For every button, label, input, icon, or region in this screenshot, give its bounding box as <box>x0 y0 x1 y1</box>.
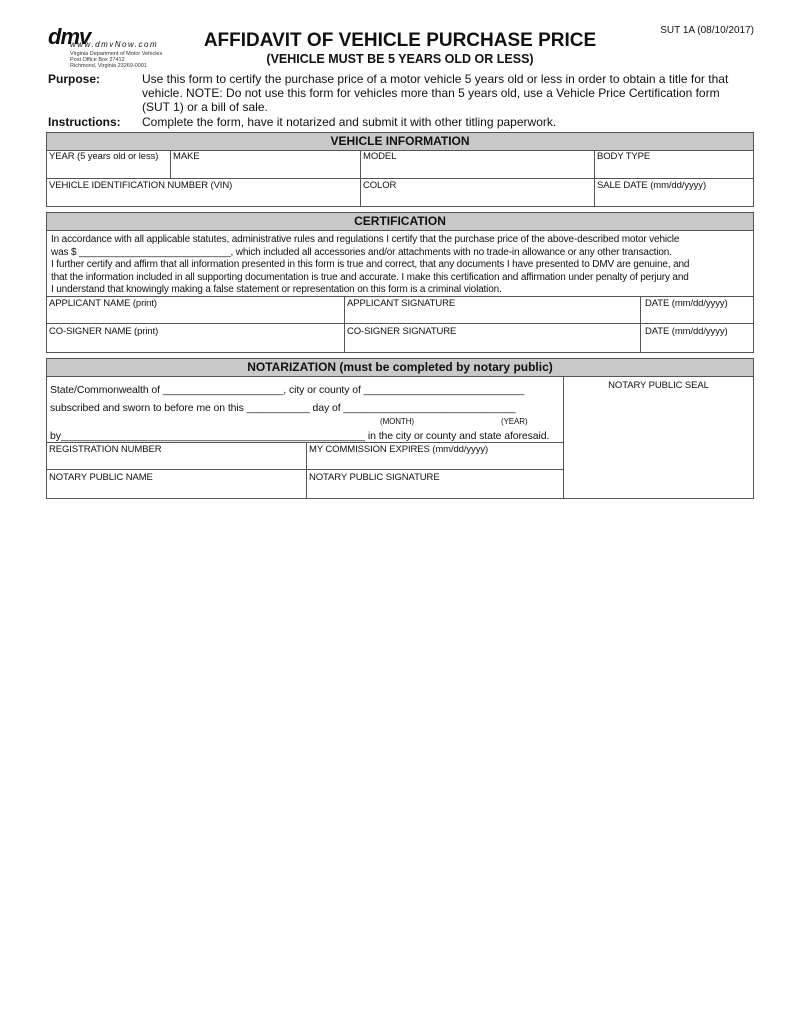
sale-date-field[interactable]: SALE DATE (mm/dd/yyyy) <box>597 180 707 191</box>
notary-seal-area: NOTARY PUBLIC SEAL <box>563 376 753 498</box>
cosigner-signature-field[interactable]: CO-SIGNER SIGNATURE <box>345 324 641 352</box>
purpose-text <box>142 72 762 114</box>
logo-website: www.dmvNow.com <box>70 40 159 49</box>
color-field[interactable]: COLOR <box>361 179 595 207</box>
form-number: SUT 1A (08/10/2017) <box>660 25 754 36</box>
by-line[interactable]: by_____________________________________________________ in the city or county and state aforesaid. <box>50 430 550 442</box>
statement-line: In accordance with all applicable statutes, administrative rules and regulations I certify that the purchase price of the above-described motor vehicle <box>51 234 680 245</box>
purchase-price-line[interactable]: was $ ____________________________, which included all accessories and/or attachments with no trade-in allowance or any other transaction. <box>51 246 672 258</box>
notary-name-field[interactable]: NOTARY PUBLIC NAME <box>47 470 307 498</box>
address-line: Richmond, Virginia 23269-0001 <box>70 63 147 69</box>
address-line: Virginia Department of Motor Vehicles <box>70 51 163 57</box>
purpose-line: Use this form to certify the purchase price of a motor vehicle 5 years old or less in order to obtain a title for that <box>142 72 729 86</box>
instructions-text: Complete the form, have it notarized and submit it with other titling paperwork. <box>142 115 557 129</box>
notarization-header: NOTARIZATION (must be completed by notary public) <box>47 359 753 377</box>
logo-mark: dmv <box>48 24 91 49</box>
cosigner-date-field[interactable]: DATE (mm/dd/yyyy) <box>645 326 728 337</box>
year-label: (YEAR) <box>501 417 528 426</box>
statement-line: I understand that knowingly making a false statement or representation on this form is a criminal violation. <box>51 284 502 295</box>
state-county-line[interactable]: State/Commonwealth of _____________________, city or county of ____________________________ <box>50 384 525 396</box>
notary-signature-field[interactable]: NOTARY PUBLIC SIGNATURE <box>309 472 440 483</box>
instructions-label: Instructions: <box>48 115 121 129</box>
statement-line: that the information included in all supporting documentation is true and accurate. I make this certification and affirmation under penalty of perjury and <box>51 271 689 283</box>
registration-number-field[interactable]: REGISTRATION NUMBER <box>47 442 307 470</box>
statement-line: I further certify and affirm that all information presented in this form is true and correct, that any documents I have presented to DMV are genuine, and <box>51 259 690 270</box>
certification-section <box>46 212 754 353</box>
model-field[interactable]: MODEL <box>361 150 595 179</box>
vehicle-information-section <box>46 132 754 207</box>
purpose-line: vehicle. NOTE: Do not use this form for vehicles more than 5 years old, use a Vehicle Price Certification form <box>142 86 720 100</box>
applicant-name-field[interactable]: APPLICANT NAME (print) <box>47 296 345 324</box>
applicant-signature-field[interactable]: APPLICANT SIGNATURE <box>345 296 641 324</box>
form-title: AFFIDAVIT OF VEHICLE PURCHASE PRICE <box>203 30 597 51</box>
vehicle-information-header: VEHICLE INFORMATION <box>47 133 753 151</box>
body-type-field[interactable]: BODY TYPE <box>595 150 753 179</box>
vin-field[interactable]: VEHICLE IDENTIFICATION NUMBER (VIN) <box>47 179 361 207</box>
purpose-label: Purpose: <box>48 72 101 86</box>
certification-statement <box>47 231 753 300</box>
address-line: Post Office Box 27412 <box>70 57 125 63</box>
form-subtitle: (VEHICLE MUST BE 5 YEARS OLD OR LESS) <box>266 52 534 66</box>
notarization-section <box>46 358 754 499</box>
applicant-date-field[interactable]: DATE (mm/dd/yyyy) <box>641 296 753 324</box>
make-field[interactable]: MAKE <box>171 150 361 179</box>
year-field[interactable]: YEAR (5 years old or less) <box>47 150 171 179</box>
cosigner-name-field[interactable]: CO-SIGNER NAME (print) <box>47 324 345 352</box>
certification-header: CERTIFICATION <box>47 213 753 231</box>
month-label: (MONTH) <box>380 417 414 426</box>
sworn-date-line[interactable]: subscribed and sworn to before me on this ___________ day of ______________________________ <box>50 402 516 414</box>
commission-expires-field[interactable]: MY COMMISSION EXPIRES (mm/dd/yyyy) <box>307 442 563 470</box>
purpose-line: (SUT 1) or a bill of sale. <box>142 100 268 114</box>
